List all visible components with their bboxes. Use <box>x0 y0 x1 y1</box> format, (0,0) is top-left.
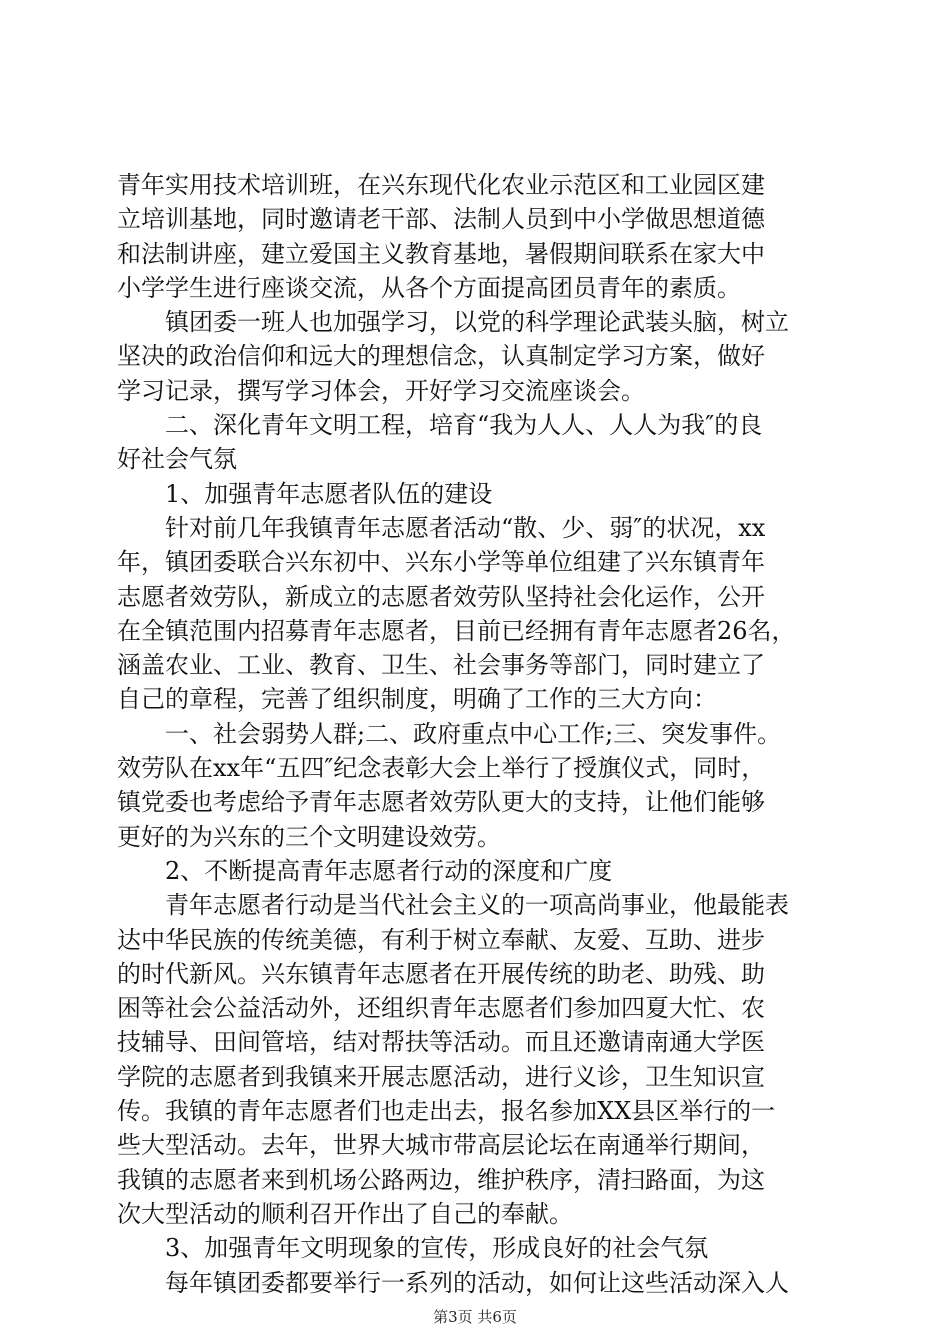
text-line: 次大型活动的顺利召开作出了自己的奉献。 <box>117 1199 573 1228</box>
text-line: 镇党委也考虑给予青年志愿者效劳队更大的支持，让他们能够 <box>117 788 765 817</box>
text-line: 更好的为兴东的三个文明建设效劳。 <box>117 822 501 851</box>
text-line: 1、加强青年志愿者队伍的建设 <box>165 479 493 508</box>
text-line: 的时代新风。兴东镇青年志愿者在开展传统的助老、助残、助 <box>117 959 765 988</box>
text-line: 困等社会公益活动外，还组织青年志愿者们参加四夏大忙、农 <box>117 994 765 1023</box>
text-line: 青年实用技术培训班，在兴东现代化农业示范区和工业园区建 <box>117 171 765 199</box>
document-body <box>117 168 837 1300</box>
text-line: 传。我镇的青年志愿者们也走出去，报名参加XX县区举行的一 <box>117 1097 776 1126</box>
text-line: 针对前几年我镇青年志愿者活动“散、少、弱″的状况，xx <box>165 513 766 542</box>
text-line: 学习记录，撰写学习体会，开好学习交流座谈会。 <box>117 376 645 405</box>
text-line: 小学学生进行座谈交流，从各个方面提高团员青年的素质。 <box>117 273 741 302</box>
page-footer: 第3页 共6页 <box>433 1308 517 1326</box>
text-line: 立培训基地，同时邀请老干部、法制人员到中小学做思想道德 <box>117 205 765 234</box>
text-line: 一、社会弱势人群;二、政府重点中心工作;三、突发事件。 <box>165 719 782 748</box>
text-line: 年，镇团委联合兴东初中、兴东小学等单位组建了兴东镇青年 <box>117 548 765 577</box>
text-line: 志愿者效劳队，新成立的志愿者效劳队坚持社会化运作，公开 <box>117 582 765 611</box>
text-line: 达中华民族的传统美德，有利于树立奉献、友爱、互助、进步 <box>117 925 765 954</box>
text-line: 在全镇范围内招募青年志愿者，目前已经拥有青年志愿者26名， <box>117 616 796 645</box>
text-line: 涵盖农业、工业、教育、卫生、社会事务等部门，同时建立了 <box>117 651 765 680</box>
text-line: 2、不断提高青年志愿者行动的深度和广度 <box>165 856 613 885</box>
text-line: 技辅导、田间管培，结对帮扶等活动。而且还邀请南通大学医 <box>117 1028 765 1057</box>
text-line: 学院的志愿者到我镇来开展志愿活动，进行义诊，卫生知识宣 <box>117 1062 765 1091</box>
text-line: 自己的章程，完善了组织制度，明确了工作的三大方向： <box>117 685 717 714</box>
text-line: 好社会气氛 <box>117 445 237 474</box>
text-line: 些大型活动。去年，世界大城市带高层论坛在南通举行期间， <box>117 1131 765 1160</box>
text-line: 3、加强青年文明现象的宣传，形成良好的社会气氛 <box>165 1234 709 1263</box>
text-line: 镇团委一班人也加强学习，以党的科学理论武装头脑，树立 <box>165 308 789 337</box>
text-line: 二、深化青年文明工程，培育“我为人人、人人为我″的良 <box>165 411 763 440</box>
text-line: 每年镇团委都要举行一系列的活动，如何让这些活动深入人 <box>165 1268 789 1297</box>
text-line: 效劳队在xx年“五四″纪念表彰大会上举行了授旗仪式，同时， <box>117 754 766 783</box>
text-line: 青年志愿者行动是当代社会主义的一项高尚事业，他最能表 <box>165 891 789 920</box>
text-line: 坚决的政治信仰和远大的理想信念，认真制定学习方案，做好 <box>117 342 765 371</box>
text-line: 我镇的志愿者来到机场公路两边，维护秩序，清扫路面，为这 <box>117 1165 765 1194</box>
text-line: 和法制讲座，建立爱国主义教育基地，暑假期间联系在家大中 <box>117 239 765 268</box>
